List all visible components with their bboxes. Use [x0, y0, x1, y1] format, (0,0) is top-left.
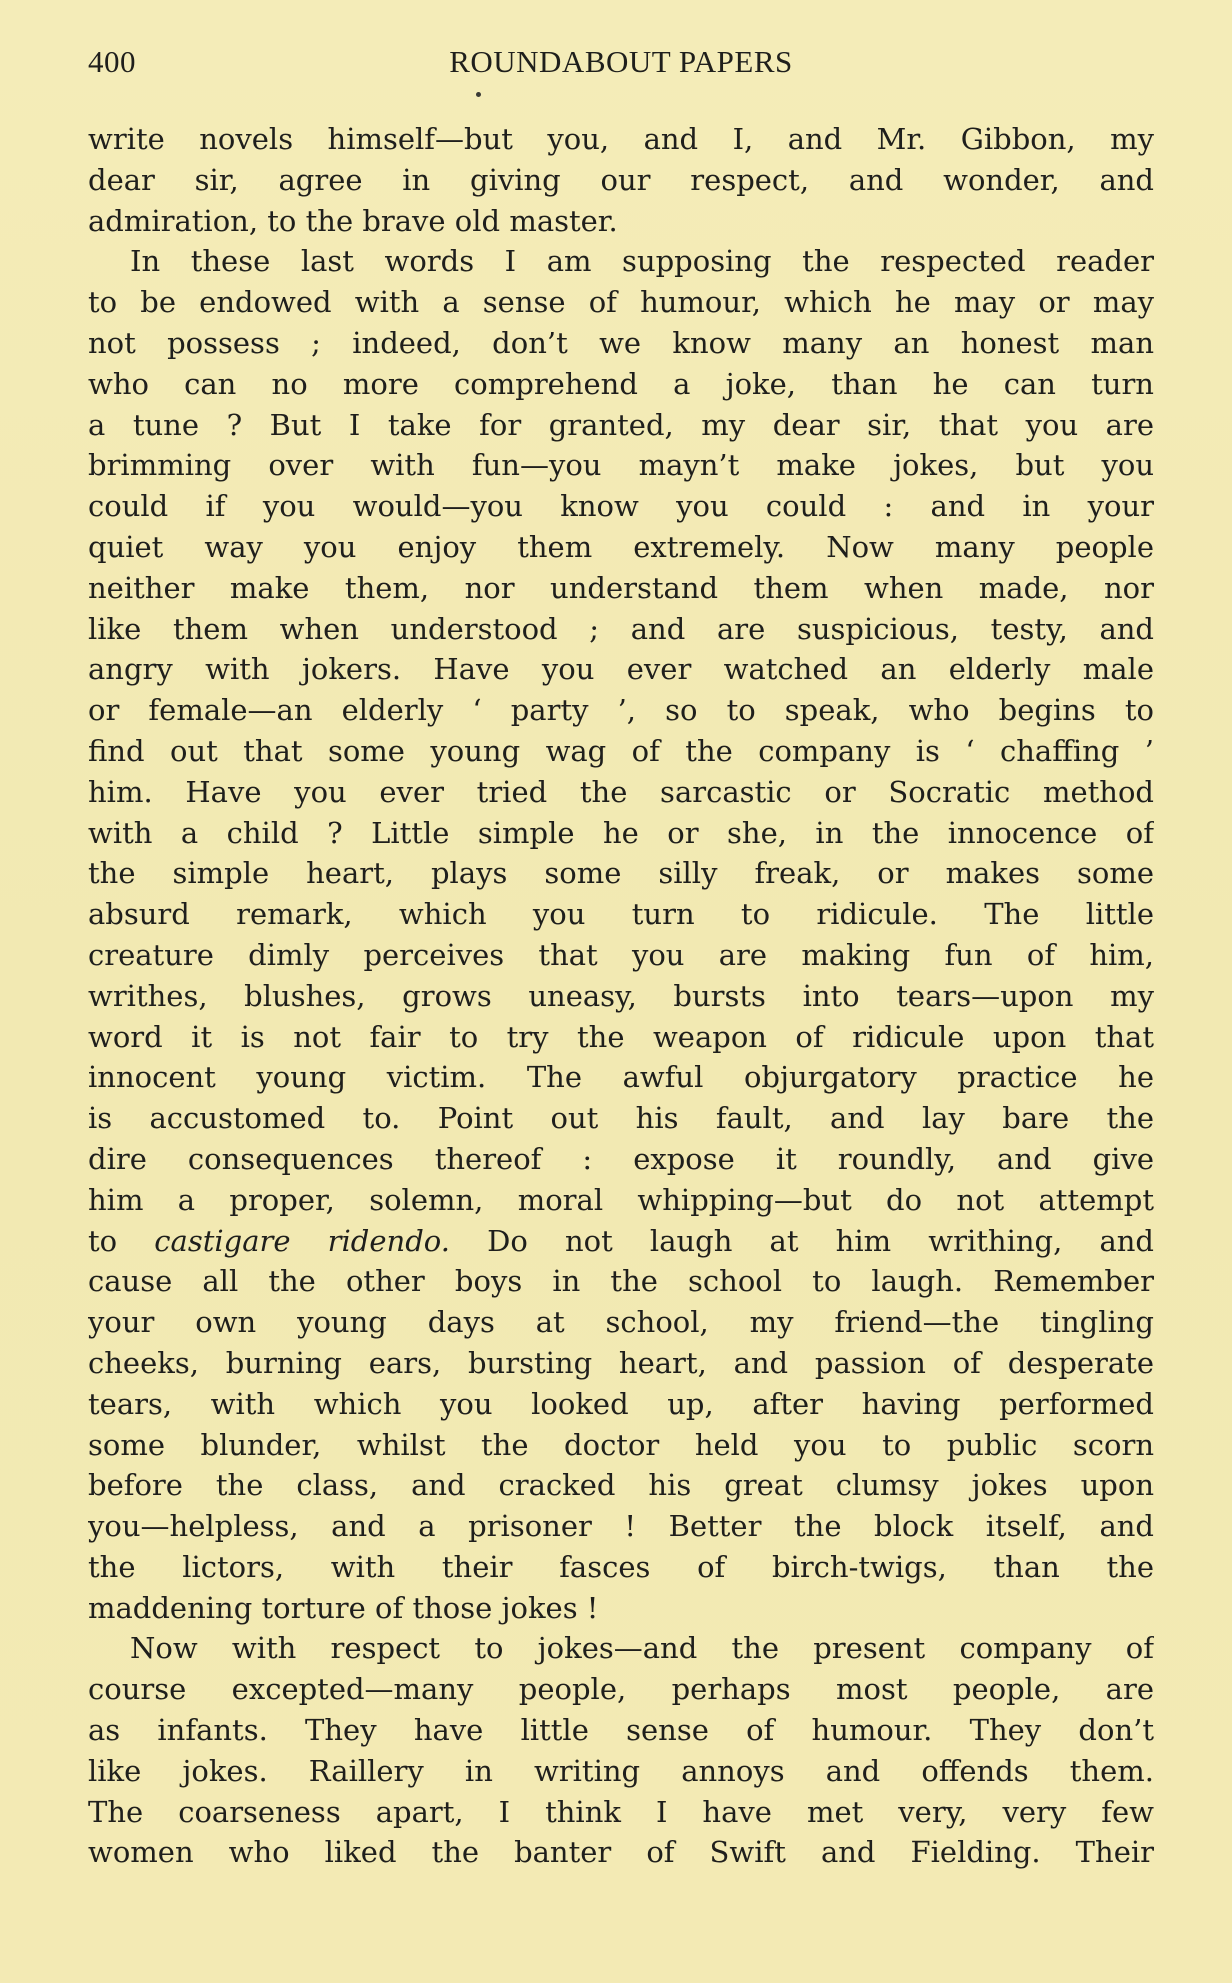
text-line: who can no more comprehend a joke, than he can turn	[88, 366, 1154, 401]
text-line: not possess ; indeed, don’t we know many an honest man	[88, 325, 1154, 360]
text-line: quiet way you enjoy them extremely. Now many people	[88, 529, 1154, 564]
text-line: writhes, blushes, grows uneasy, bursts into tears—upon my	[88, 978, 1154, 1013]
text-line: write novels himself—but you, and I, and Mr. Gibbon, my	[88, 122, 1154, 156]
text-line: as infants. They have little sense of humour. They don’t	[88, 1713, 1154, 1748]
text-line: cheeks, burning ears, bursting heart, and passion of desperate	[88, 1345, 1154, 1380]
page-number: 400	[88, 44, 136, 79]
text-line: Now with respect to jokes—and the present company of	[130, 1631, 1154, 1666]
text-line: dire consequences thereof : expose it roundly, and give	[88, 1141, 1154, 1176]
text-line: dear sir, agree in giving our respect, and wonder, and	[88, 162, 1154, 197]
text-line: maddening torture of those jokes !	[88, 1590, 599, 1625]
text-line: women who liked the banter of Swift and Fielding. Their	[88, 1835, 1154, 1870]
text-line: absurd remark, which you turn to ridicule. The little	[88, 897, 1154, 932]
text-segment: to	[88, 1223, 155, 1258]
text-line: cause all the other boys in the school to laugh. Remember	[88, 1264, 1154, 1299]
text-line: before the class, and cracked his great clumsy jokes upon	[88, 1468, 1154, 1503]
text-line: like jokes. Raillery in writing annoys and offends them.	[88, 1753, 1154, 1788]
text-line: could if you would—you know you could : and in your	[88, 489, 1154, 524]
page-header	[88, 44, 1154, 88]
running-title: ROUNDABOUT PAPERS	[449, 44, 793, 79]
text-line: him a proper, solemn, moral whipping—but do not attempt	[88, 1182, 1154, 1217]
text-line: the lictors, with their fasces of birch-twigs, than the	[88, 1549, 1154, 1584]
text-line: The coarseness apart, I think I have met very, very few	[88, 1794, 1154, 1829]
text-line: you—helpless, and a prisoner ! Better the block itself, and	[88, 1509, 1154, 1544]
text-line: is accustomed to. Point out his fault, and lay bare the	[88, 1101, 1154, 1136]
text-line: angry with jokers. Have you ever watched an elderly male	[88, 652, 1154, 687]
text-line: tears, with which you looked up, after having performed	[88, 1386, 1154, 1421]
text-line: the simple heart, plays some silly freak, or makes some	[88, 856, 1154, 891]
text-line: like them when understood ; and are suspicious, testy, and	[88, 611, 1154, 646]
text-line	[88, 1221, 1154, 1262]
text-line: word it is not fair to try the weapon of ridicule upon that	[88, 1019, 1154, 1054]
text-segment: Do not laugh at him writhing, and	[449, 1223, 1154, 1258]
text-line: or female—an elderly ‘ party ’, so to speak, who begins to	[88, 693, 1154, 728]
text-line: some blunder, whilst the doctor held you to public scorn	[88, 1427, 1154, 1462]
text-line: course excepted—many people, perhaps most people, are	[88, 1672, 1154, 1707]
body-text	[88, 119, 1154, 1873]
text-line: neither make them, nor understand them when made, nor	[88, 570, 1154, 605]
text-line: find out that some young wag of the company is ‘ chaffing ’	[88, 733, 1154, 768]
text-line: innocent young victim. The awful objurgatory practice he	[88, 1060, 1154, 1095]
text-line: admiration, to the brave old master.	[88, 203, 618, 238]
text-line: your own young days at school, my friend—the tingling	[88, 1305, 1154, 1340]
text-line: a tune ? But I take for granted, my dear sir, that you are	[88, 407, 1154, 442]
text-line: with a child ? Little simple he or she, in the innocence of	[88, 815, 1154, 850]
text-line: creature dimly perceives that you are making fun of him,	[88, 937, 1154, 972]
text-line: to be endowed with a sense of humour, which he may or may	[88, 285, 1154, 320]
text-line: him. Have you ever tried the sarcastic or Socratic method	[88, 774, 1154, 809]
text-line: In these last words I am supposing the respected reader	[130, 244, 1154, 279]
ink-speck	[476, 92, 481, 97]
italic-phrase: castigare ridendo.	[154, 1223, 450, 1258]
text-line: brimming over with fun—you mayn’t make jokes, but you	[88, 448, 1154, 483]
